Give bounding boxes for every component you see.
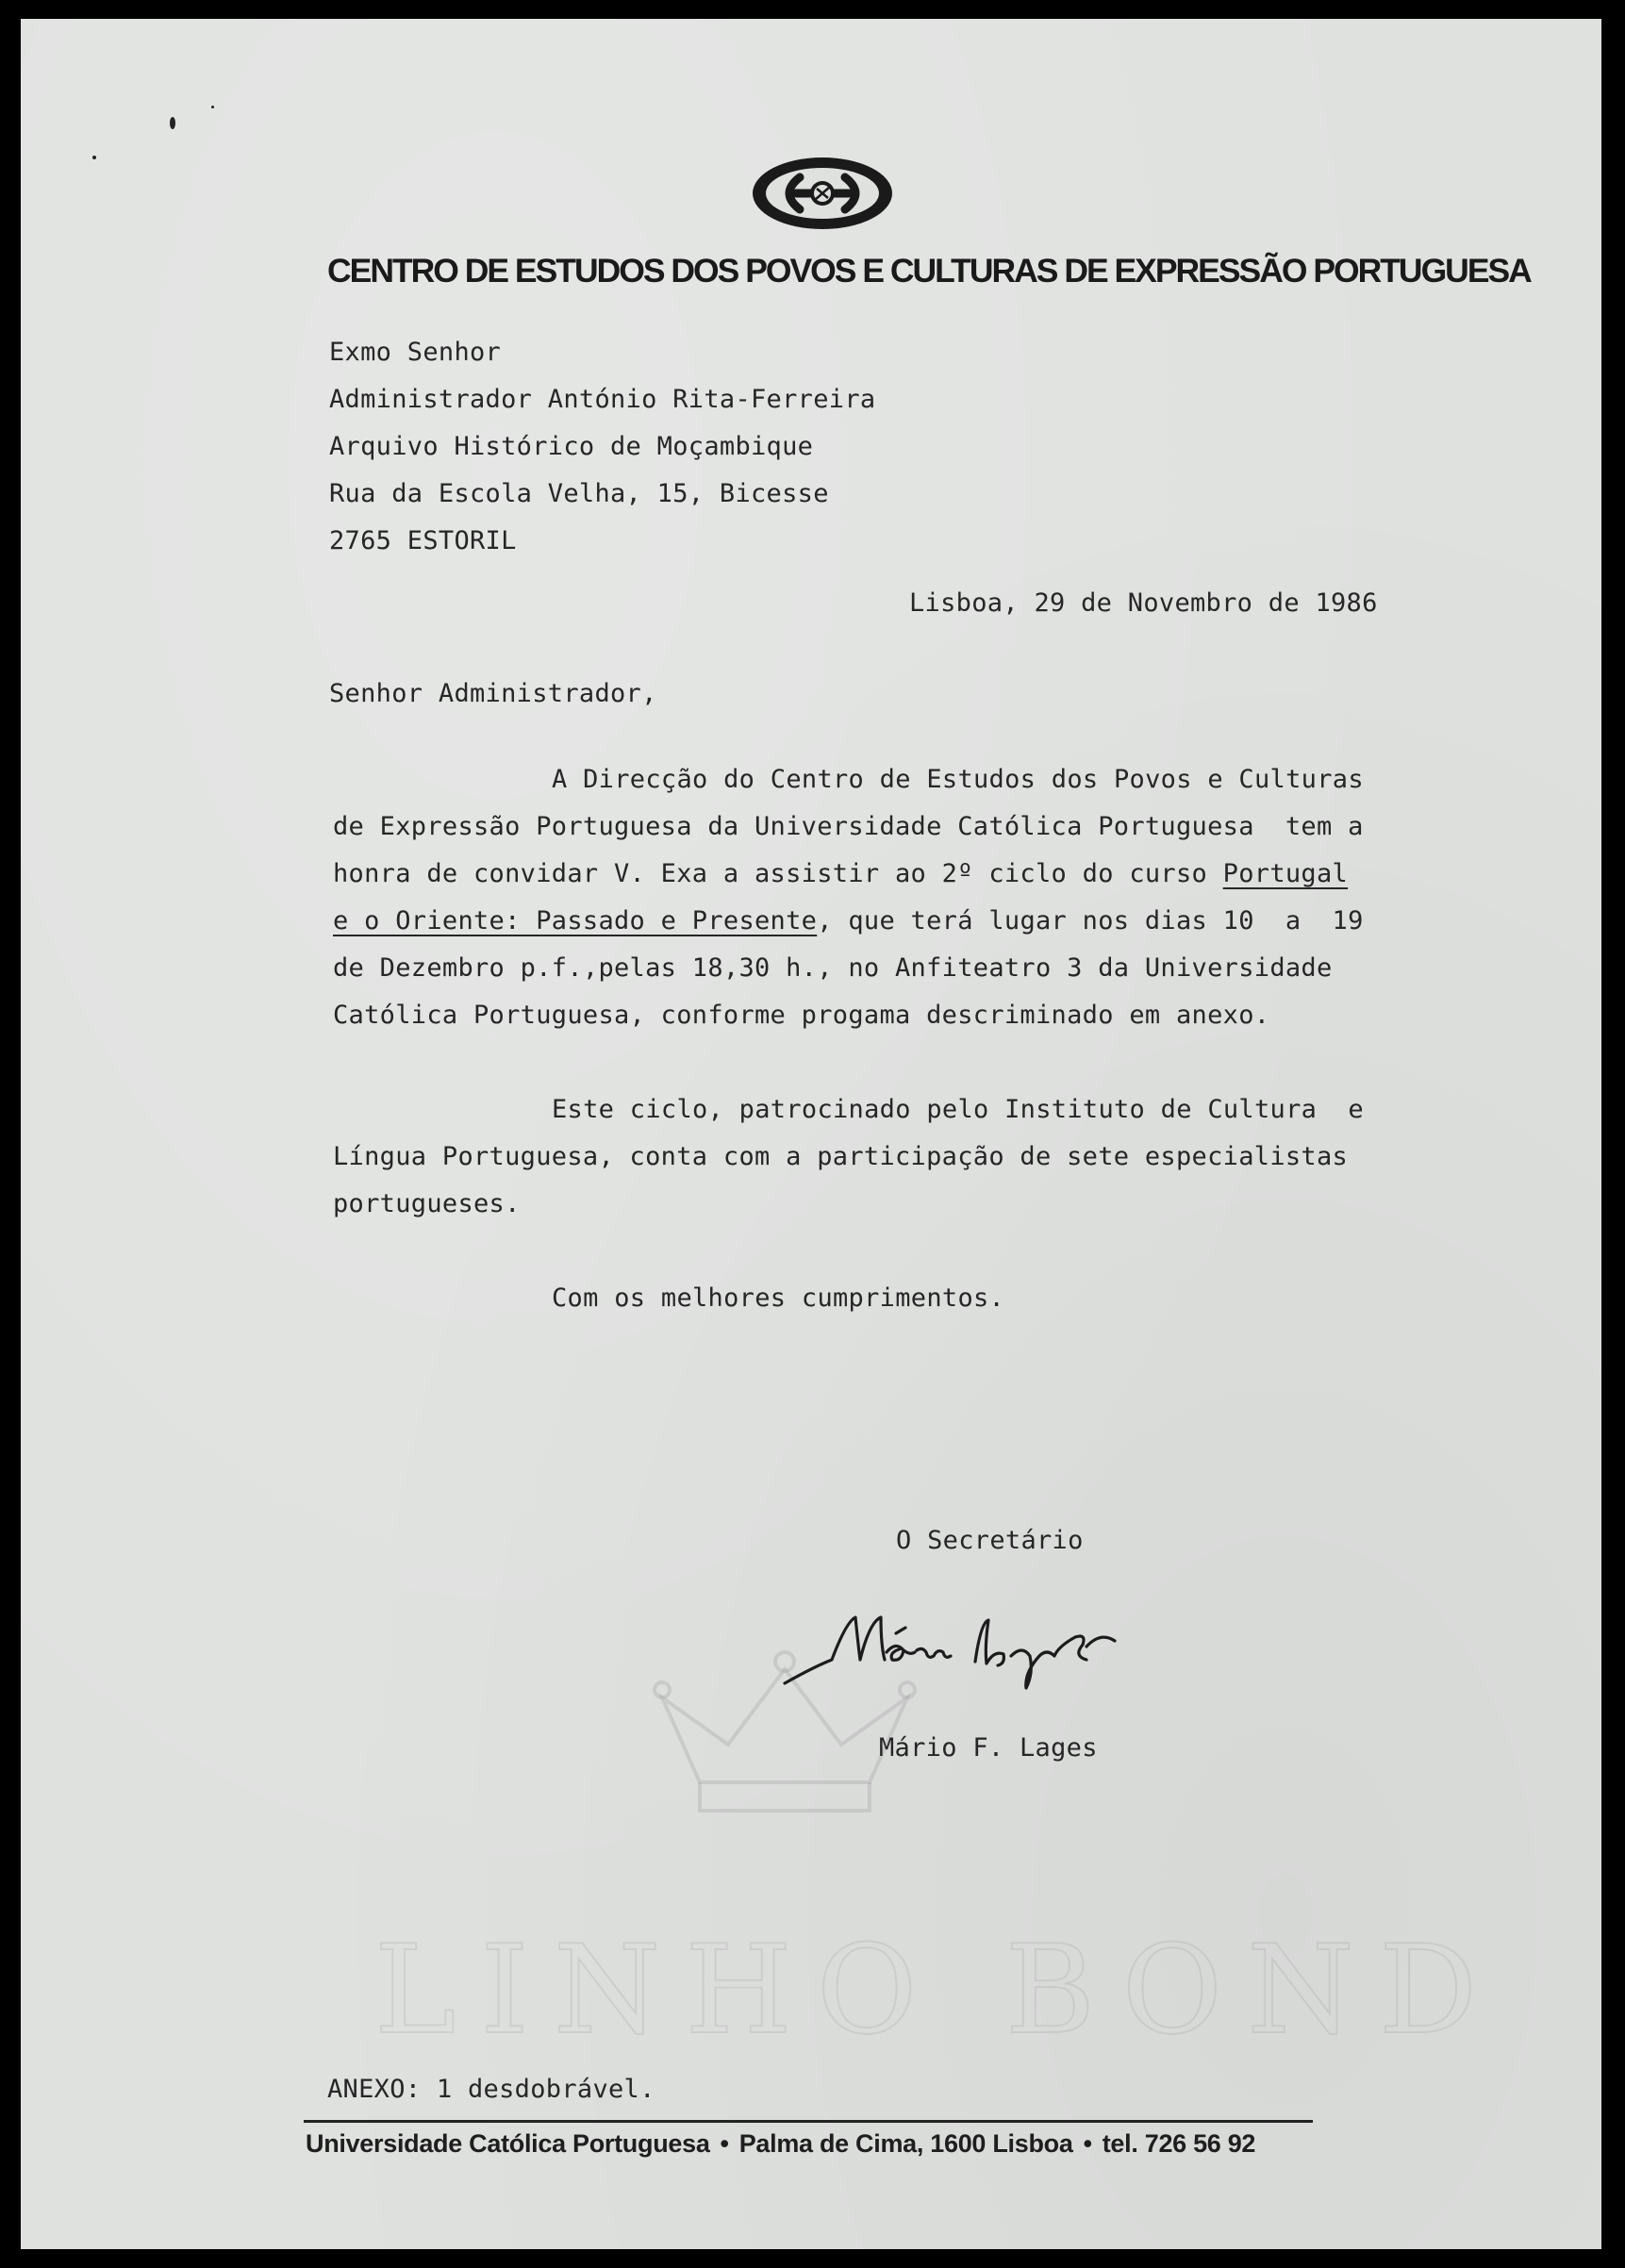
footer-rule: [304, 2120, 1313, 2123]
body-line: Este ciclo, patrocinado pelo Instituto de Cultura e: [552, 1095, 1364, 1124]
body-line: de Expressão Portuguesa da Universidade Católica Portuguesa tem a: [333, 812, 1364, 841]
date-line: Lisboa, 29 de Novembro de 1986: [909, 588, 1378, 618]
paper-watermark-text: LINHO BOND: [374, 1918, 1502, 2061]
body-line: Católica Portuguesa, conforme progama descriminado em anexo.: [333, 1001, 1270, 1030]
course-title-underlined: Portugal: [1222, 859, 1349, 888]
body-text: honra de convidar V. Exa a assistir ao 2º ciclo do curso: [333, 859, 1223, 888]
body-line: portugueses.: [333, 1189, 521, 1218]
footer-separator: •: [1083, 2129, 1092, 2158]
recipient-line: Administrador António Rita-Ferreira: [329, 385, 876, 414]
letter-paper: [21, 19, 1601, 2249]
paper-speck: [211, 106, 214, 108]
body-line: [333, 908, 1364, 934]
body-line: Língua Portuguesa, conta com a participação de sete especialistas: [333, 1142, 1349, 1171]
footer-phone: tel. 726 56 92: [1102, 2129, 1256, 2158]
footer-separator: •: [720, 2129, 729, 2158]
cepcep-monogram-logo: [747, 151, 898, 236]
footer-street: Palma de Cima, 1600 Lisboa: [738, 2129, 1073, 2158]
body-text: , que terá lugar nos dias 10 a 19: [817, 906, 1364, 935]
paper-speck: [92, 156, 96, 159]
salutation: Senhor Administrador,: [329, 679, 657, 708]
recipient-line: Rua da Escola Velha, 15, Bicesse: [329, 479, 829, 508]
footer-address: [306, 2131, 1255, 2157]
recipient-line: 2765 ESTORIL: [329, 526, 517, 555]
signatory-name: Mário F. Lages: [879, 1733, 1098, 1763]
annex-note: ANEXO: 1 desdobrável.: [327, 2075, 655, 2104]
paper-speck: [170, 117, 175, 129]
course-title-underlined: e o Oriente: Passado e Presente: [333, 906, 818, 935]
recipient-line: Arquivo Histórico de Moçambique: [329, 432, 814, 461]
body-line: [333, 861, 1348, 886]
signatory-role: O Secretário: [896, 1526, 1084, 1555]
footer-institution: Universidade Católica Portuguesa: [306, 2129, 710, 2158]
closing: Com os melhores cumprimentos.: [552, 1283, 1005, 1313]
body-line: de Dezembro p.f.,pelas 18,30 h., no Anfiteatro 3 da Universidade: [333, 953, 1333, 983]
recipient-line: Exmo Senhor: [329, 338, 502, 367]
body-line: A Direcção do Centro de Estudos dos Povos e Culturas: [552, 765, 1364, 794]
letterhead-title: CENTRO DE ESTUDOS DOS POVOS E CULTURAS DE EXPRESSÃO PORTUGUESA: [327, 252, 1531, 290]
handwritten-signature: [775, 1594, 1171, 1697]
